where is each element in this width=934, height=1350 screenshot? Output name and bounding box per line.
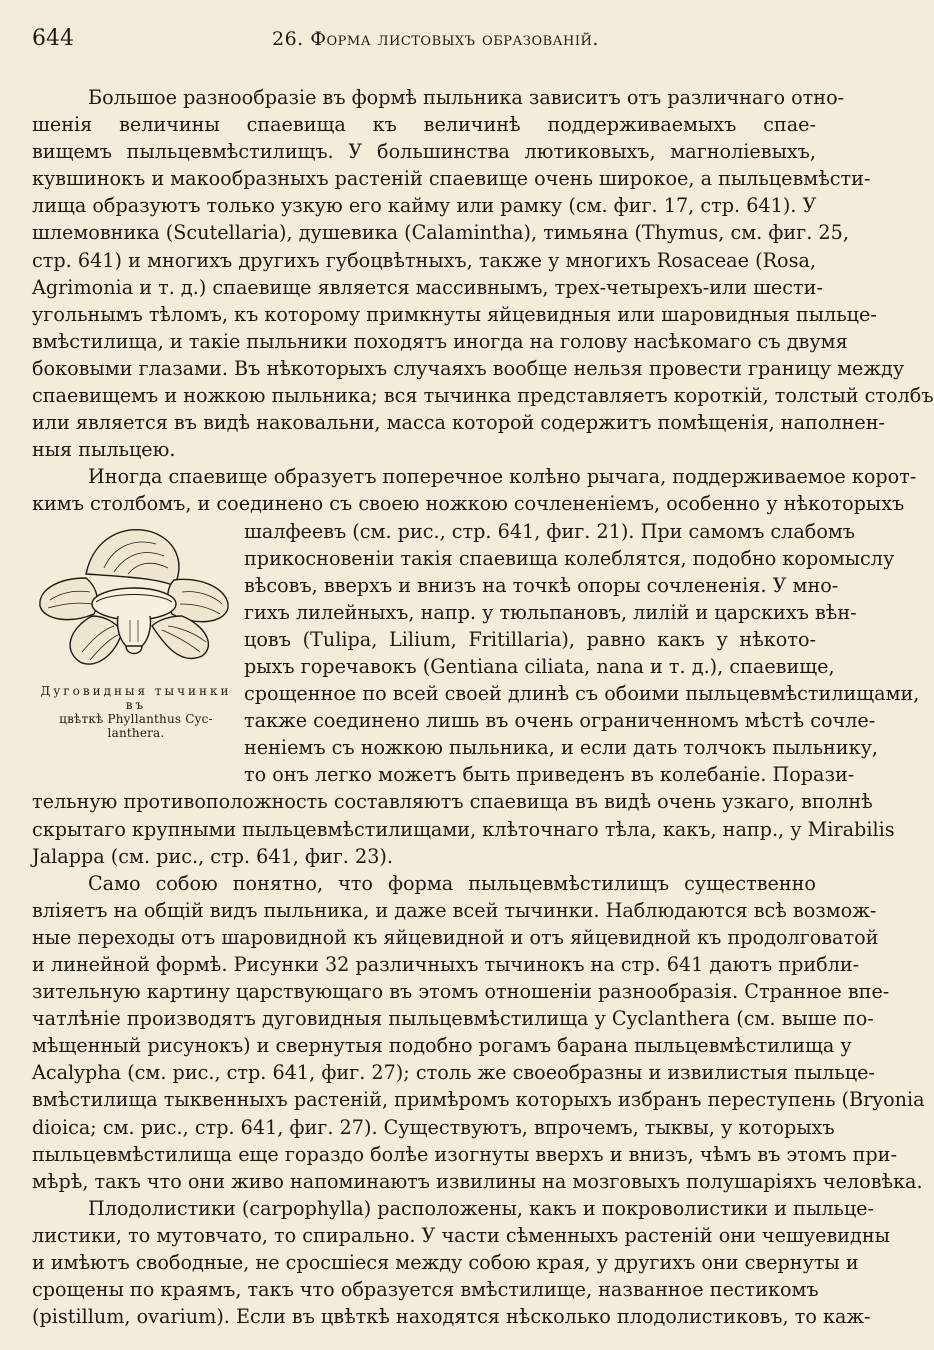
text-line: кувшинокъ и макообразныхъ растеній спаевище очень широкое, а пыльцевмѣсти- bbox=[32, 167, 871, 191]
paragraph-3 bbox=[32, 870, 925, 1195]
text-line: то онъ легко можетъ быть приведенъ въ колебаніе. Порази- bbox=[244, 763, 855, 787]
text-line: Большое разнообразіе въ формѣ пыльника зависитъ отъ различнаго отно- bbox=[88, 86, 845, 109]
paragraph-2 bbox=[32, 463, 920, 869]
body-text bbox=[32, 84, 934, 1330]
text-line: или является въ видѣ наковальни, масса которой содержитъ помѣщенія, наполнен- bbox=[32, 411, 885, 435]
text-line: рыхъ горечавокъ (Gentiana ciliata, nana и т. д.), спаевище, bbox=[244, 654, 835, 678]
text-line: срощенное по всей своей длинѣ съ обоими пыльцевмѣстилищами, bbox=[244, 682, 920, 706]
text-line: срощены по краямъ, такъ что образуется вмѣстилище, названное пестикомъ bbox=[32, 1278, 819, 1302]
text-line: лища образуютъ только узкую его кайму или рамку (см. фиг. 17, стр. 641). У bbox=[32, 194, 817, 218]
text-line: и имѣютъ свободные, не сросшіеся между собою края, у другихъ они свернуты и bbox=[32, 1251, 859, 1275]
text-line: Иногда спаевище образуетъ поперечное колѣно рычага, поддерживаемое корот- bbox=[88, 465, 917, 489]
running-head: 26. Форма листовыхъ образованій. bbox=[272, 28, 599, 50]
paragraph-1 bbox=[32, 84, 934, 463]
text-line: пыльцевмѣстилища еще гораздо болѣе изогнуты вверхъ и внизъ, чѣмъ въ этомъ при- bbox=[32, 1142, 897, 1166]
caption-line: lanthera. bbox=[107, 726, 165, 740]
page-header bbox=[32, 26, 808, 56]
text-line: вмѣстилища, и такіе пыльники походятъ иногда на голову насѣкомаго съ двумя bbox=[32, 329, 848, 353]
text-line: шенія величины спаевища къ величинѣ поддерживаемыхъ спае- bbox=[32, 113, 816, 137]
text-line: неніемъ съ ножкою пыльника, и если дать толчокъ пыльнику, bbox=[244, 736, 878, 760]
text-line: dioica; см. рис., стр. 641, фиг. 27). Существуютъ, впрочемъ, тыквы, у которыхъ bbox=[32, 1115, 835, 1139]
text-line: мѣрѣ, такъ что они живо напоминаютъ извилины на мозговыхъ полушаріяхъ человѣка. bbox=[32, 1169, 923, 1193]
text-line: шлемовника (Scutellaria), душевика (Calamintha), тимьяна (Thymus, см. фиг. 25, bbox=[32, 221, 849, 245]
text-line: вѣсовъ, вверхъ и внизъ на точкѣ опоры сочлененія. У мно- bbox=[244, 573, 839, 597]
text-line: также соединено лишь въ очень ограниченномъ мѣстѣ сочле- bbox=[244, 709, 876, 733]
caption-line: цвѣткѣ Phyllanthus Cyc- bbox=[59, 712, 213, 726]
text-line: цовъ (Tulipa, Lilium, Fritillaria), равно какъ у нѣкото- bbox=[244, 627, 816, 651]
text-line: кимъ столбомъ, и соединено съ своею ножкою сочлененіемъ, особенно у нѣкоторыхъ bbox=[32, 492, 905, 516]
text-line: (pistillum, ovarium). Если въ цвѣткѣ находятся нѣсколько плодолистиковъ, то каж- bbox=[32, 1305, 871, 1329]
text-line: и линейной формѣ. Рисунки 32 различныхъ тычинокъ на стр. 641 даютъ прибли- bbox=[32, 953, 860, 976]
text-line: тельную противоположность составляютъ спаевища въ видѣ очень узкаго, вполнѣ bbox=[32, 790, 873, 814]
text-line: Jalappa (см. рис., стр. 641, фиг. 23). bbox=[32, 844, 394, 868]
text-line: скрытаго крупными пыльцевмѣстилищами, клѣточнаго тѣла, какъ, напр., у Mirabilis bbox=[32, 817, 895, 841]
text-line: Плодолистики (carpophylla) расположены, какъ и покроволистики и пыльце- bbox=[88, 1196, 875, 1220]
text-line: вмѣстилища тыквенныхъ растеній, примѣромъ которыхъ избранъ переступень (Bryonia bbox=[32, 1088, 925, 1112]
text-line: шалфеевъ (см. рис., стр. 641, фиг. 21). При самомъ слабомъ bbox=[244, 519, 856, 543]
text-line: ные переходы отъ шаровидной къ яйцевидной и отъ яйцевидной къ продолговатой bbox=[32, 925, 879, 949]
text-line: угольнымъ тѣломъ, къ которому примкнуты яйцевидныя или шаровидныя пыльце- bbox=[32, 302, 877, 326]
text-line: вліяетъ на общій видъ пыльника, и даже всей тычинки. Наблюдаются всѣ возмож- bbox=[32, 898, 877, 922]
text-line: вищемъ пыльцевмѣстилищъ. У большинства лютиковыхъ, магноліевыхъ, bbox=[32, 140, 816, 164]
text-line: листики, то мутовчато, то спирально. У части сѣменныхъ растеній они чешуевидны bbox=[32, 1223, 890, 1247]
text-line: чатлѣніе производятъ дуговидныя пыльцевмѣстилища у Cyclanthera (см. выше по- bbox=[32, 1007, 874, 1031]
text-line: стр. 641) и многихъ другихъ губоцвѣтныхъ, также у многихъ Rosaceae (Rosa, bbox=[32, 248, 816, 272]
text-line: гихъ лилейныхъ, напр. у тюльпановъ, лилій и царскихъ вѣн- bbox=[244, 600, 857, 624]
paragraph-4 bbox=[32, 1195, 890, 1330]
text-line: Само собою понятно, что форма пыльцевмѣстилищъ существенно bbox=[88, 871, 816, 895]
page-number: 644 bbox=[32, 26, 74, 51]
text-line: прикосновеніи такія спаевища колеблятся, подобно коромыслу bbox=[244, 546, 895, 570]
text-line: боковыми глазами. Въ нѣкоторыхъ случаяхъ вообще нельзя провести границу между bbox=[32, 356, 905, 380]
text-line: спаевищемъ и ножкою пыльника; вся тычинка представляетъ короткій, толстый столбъ bbox=[32, 384, 934, 408]
text-line: Acalypha (см. рис., стр. 641, фиг. 27); столь же своеобразны и извилистыя пыльце- bbox=[32, 1061, 875, 1085]
text-line: зительную картину царствующаго въ этомъ отношеніи разнообразія. Странное впе- bbox=[32, 980, 890, 1004]
text-line: Agrimonia и т. д.) спаевище является массивнымъ, трех-четырехъ-или шести- bbox=[32, 275, 823, 299]
text-line: мѣщенный рисунокъ) и свернутыя подобно рогамъ барана пыльцевмѣстилища у bbox=[32, 1034, 852, 1058]
caption-line: Дуговидныя тычинки въ bbox=[40, 684, 232, 712]
text-line: ныя пыльцею. bbox=[32, 438, 176, 462]
